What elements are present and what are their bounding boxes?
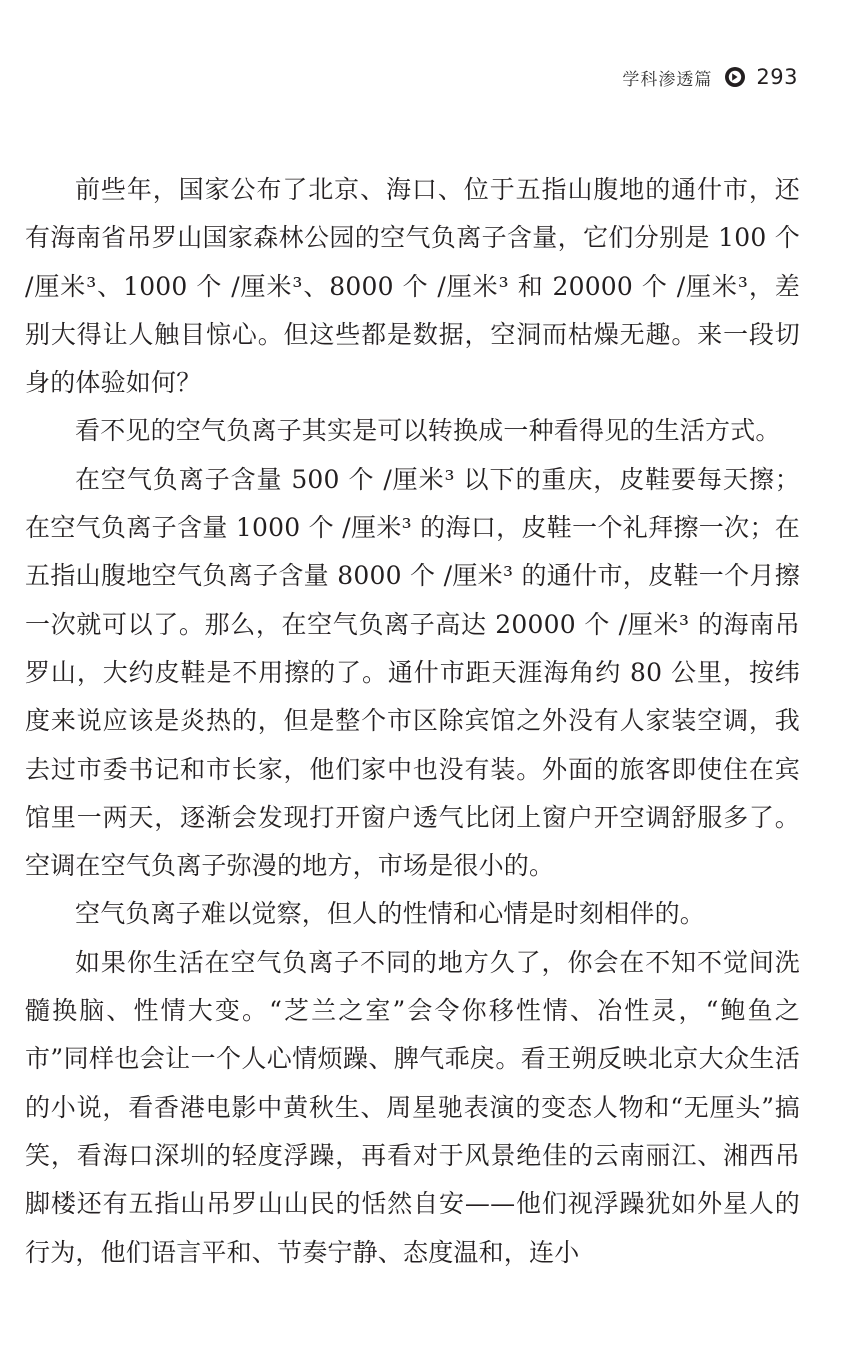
circle-arrow-icon xyxy=(724,66,746,88)
paragraph: 如果你生活在空气负离子不同的地方久了，你会在不知不觉间洗髓换脑、性情大变。“芝兰之室”会令你移性情、冶性灵，“鲍鱼之市”同样也会让一个人心情烦躁、脾气乖戾。看王朔反映北京大众生活的小说，看香港电影中黄秋生、周星驰表演的变态人物和“无厘头”搞笑，看海口深圳的轻度浮躁，再看对于风景绝佳的云南丽江、湘西吊脚楼还有五指山吊罗山山民的恬然自安——他们视浮躁犹如外星人的行为，他们语言平和、节奏宁静、态度温和，连小 xyxy=(25,947,800,1267)
page-number: 293 xyxy=(756,65,798,89)
paragraph: 在空气负离子含量 500 个 /厘米³ 以下的重庆，皮鞋要每天擦；在空气负离子含量 1000 个 /厘米³ 的海口，皮鞋一个礼拜擦一次；在五指山腹地空气负离子含量 8000 个 /厘米³ 的通什市，皮鞋一个月擦一次就可以了。那么，在空气负离子高达 20000 个 /厘米³ 的海南吊罗山，大约皮鞋是不用擦的了。通什市距天涯海角约 80 公里，按纬度来说应该是炎热的，但是整个市区除宾馆之外没有人家装空调，我去过市委书记和市长家，他们家中也没有装。外面的旅客即使住在宾馆里一两天，逐渐会发现打开窗户透气比闭上窗户开空调舒服多了。空调在空气负离子弥漫的地方，市场是很小的。 xyxy=(25,464,800,881)
paragraph: 前些年，国家公布了北京、海口、位于五指山腹地的通什市，还有海南省吊罗山国家森林公园的空气负离子含量，它们分别是 100 个 /厘米³、1000 个 /厘米³、8000 个 /厘米³ 和 20000 个 /厘米³，差别大得让人触目惊心。但这些都是数据，空洞而枯燥无趣。来一段切身的体验如何？ xyxy=(25,175,800,398)
paragraph: 看不见的空气负离子其实是可以转换成一种看得见的生活方式。 xyxy=(75,416,781,446)
body-text xyxy=(25,166,800,1277)
page-header xyxy=(622,62,798,92)
section-name: 学科渗透篇 xyxy=(622,69,713,90)
paragraph: 空气负离子难以觉察，但人的性情和心情是时刻相伴的。 xyxy=(75,899,706,929)
